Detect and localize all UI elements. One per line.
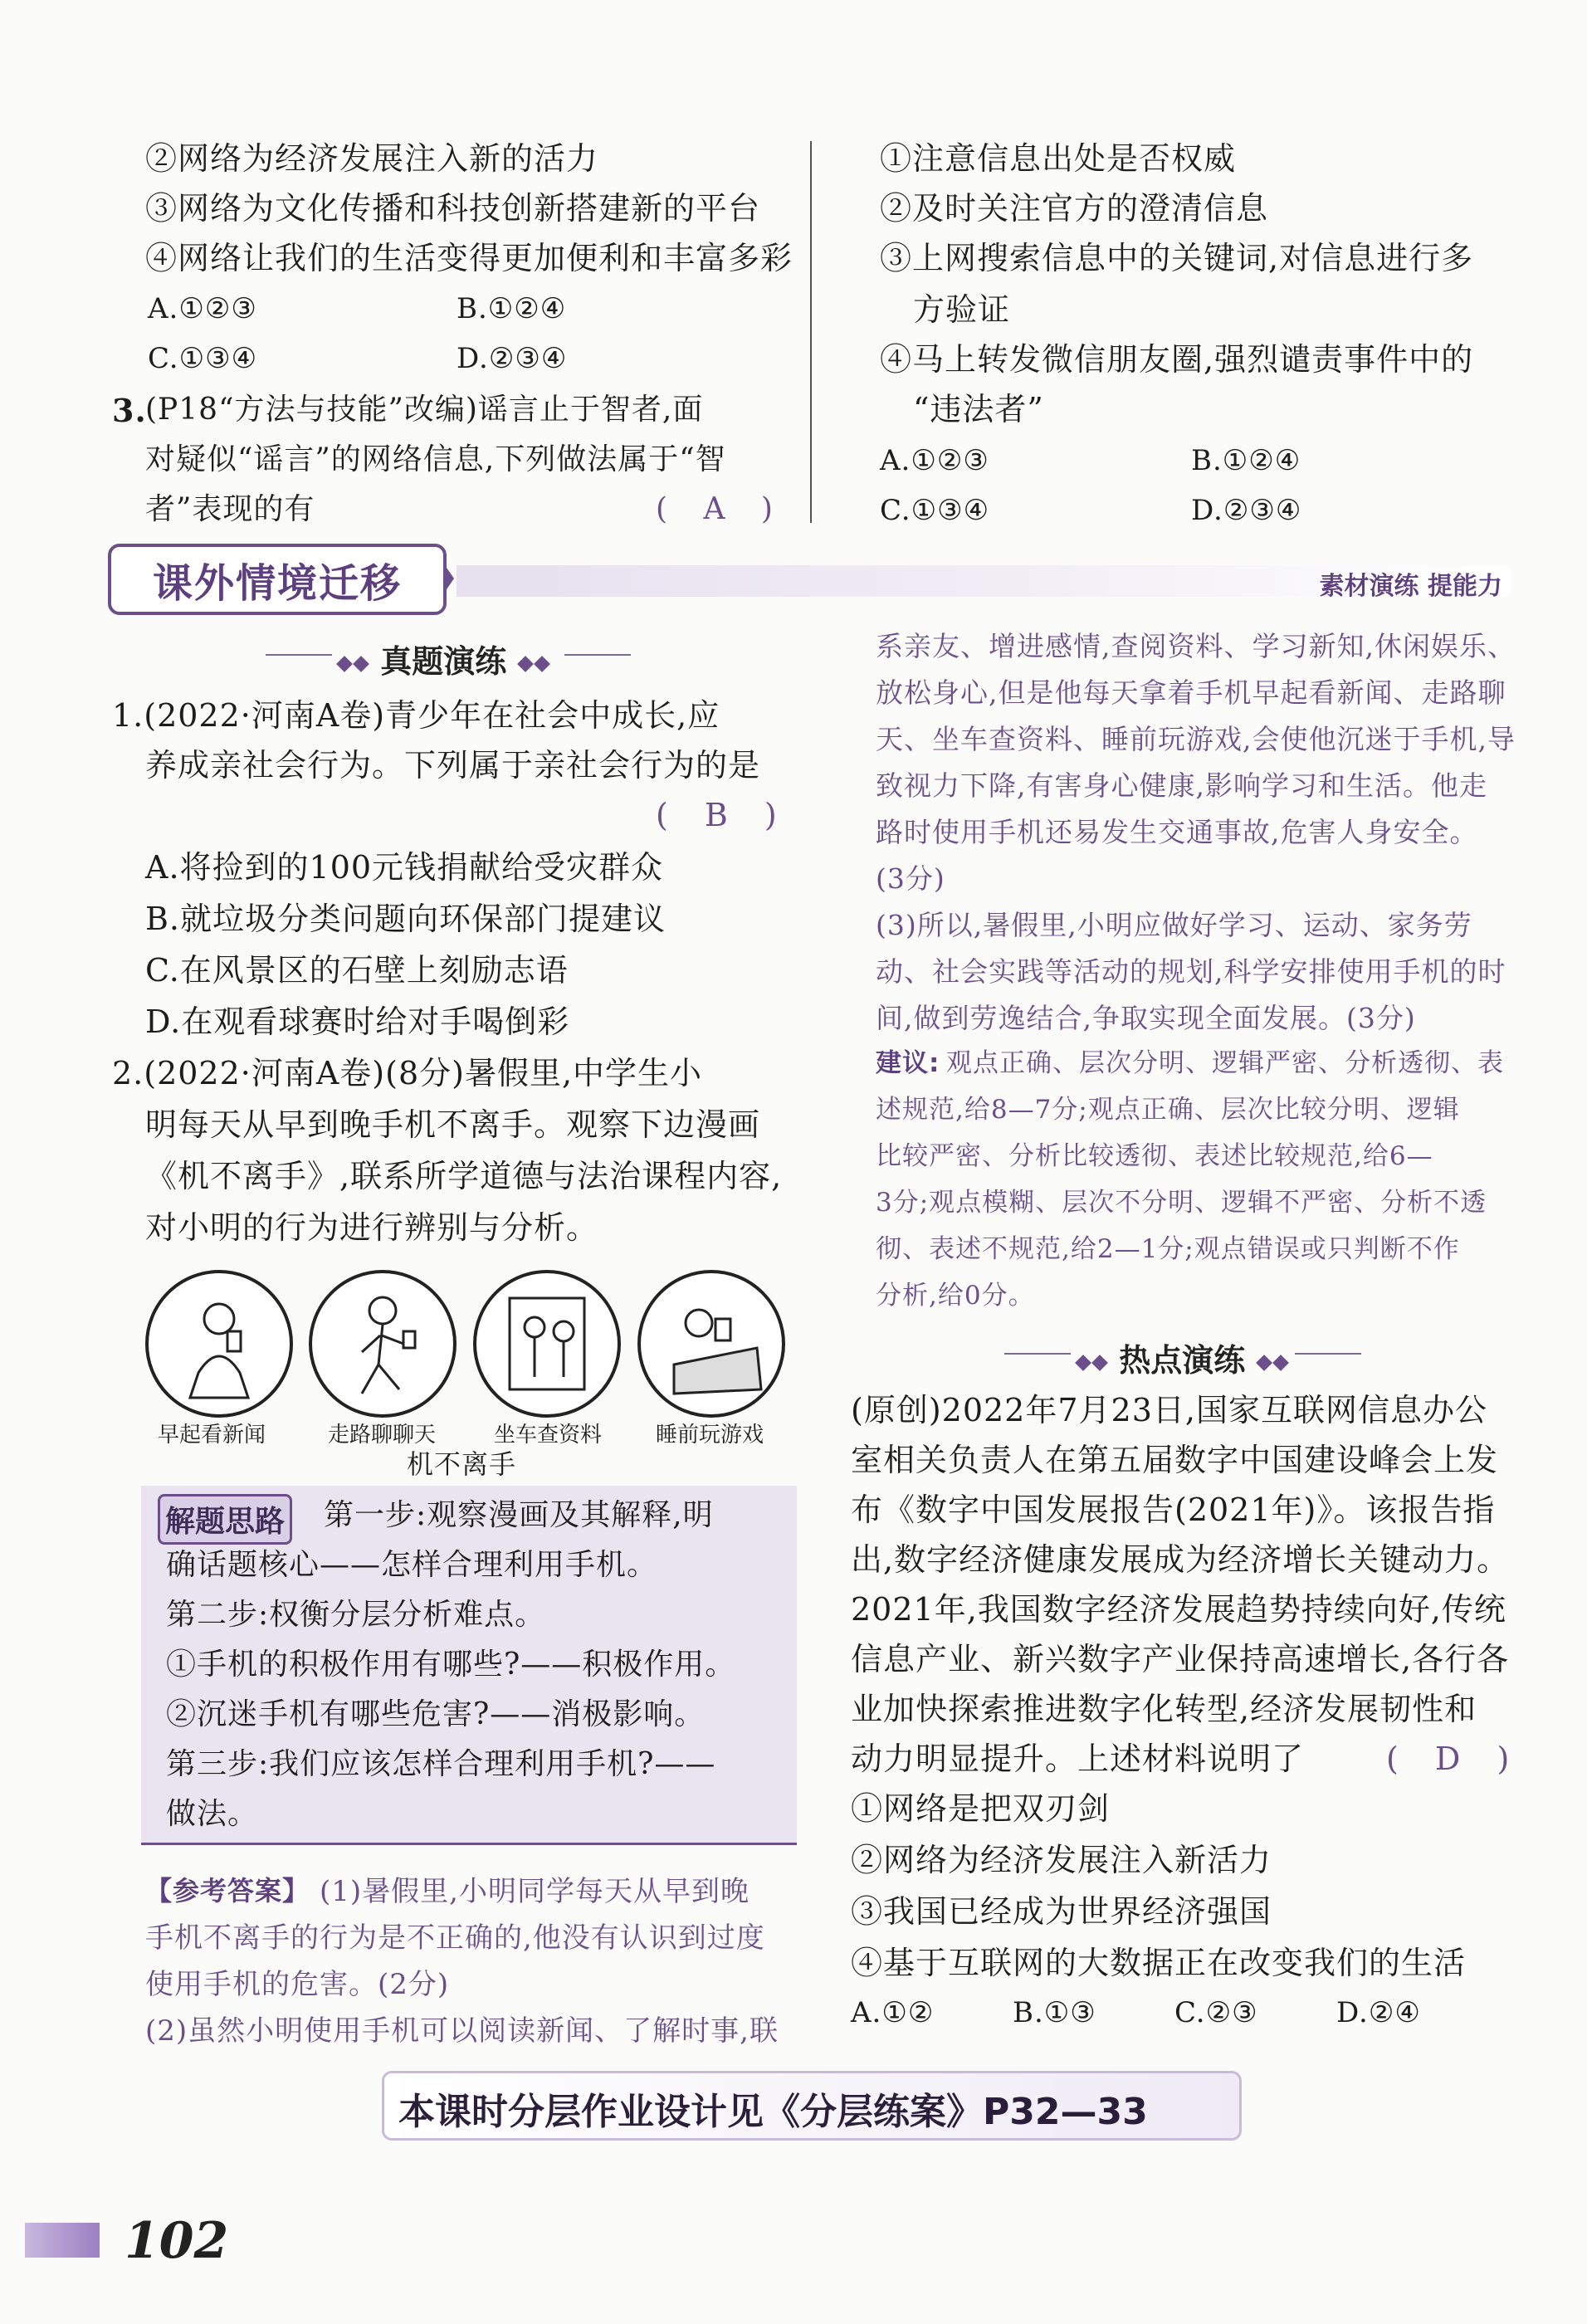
person-reading-icon xyxy=(149,1273,290,1414)
column-divider xyxy=(810,141,812,523)
top-left-option-b: B.①②④ xyxy=(457,292,567,325)
top-left-line-1: ②网络为经济发展注入新的活力 xyxy=(145,140,599,177)
comic-caption-2: 走路聊聊天 xyxy=(328,1423,437,1448)
right-cont-line-2: 放松身心,但是他每天拿着手机早起看新闻、走路聊 xyxy=(876,676,1506,709)
top-right-line-5: ④马上转发微信朋友圈,强烈谴责事件中的 xyxy=(880,341,1474,378)
left-section-rule-right xyxy=(564,654,631,656)
q2-line-4: 对小明的行为进行辨别与分析。 xyxy=(145,1209,599,1246)
hint-line-1: 第一步:观察漫画及其解释,明 xyxy=(324,1498,714,1532)
q1-option-a: A.将捡到的100元钱捐献给受灾群众 xyxy=(145,849,664,886)
answer-tag: 【参考答案】 xyxy=(145,1875,310,1907)
right-cont-line-7: (3)所以,暑假里,小明应做好学习、运动、家务劳 xyxy=(876,909,1472,941)
comic-caption-3: 坐车查资料 xyxy=(494,1423,603,1448)
page-strip xyxy=(25,2223,100,2258)
right-cont-line-8: 动、社会实践等活动的规划,科学安排使用手机的时 xyxy=(876,955,1506,988)
diamond-icon xyxy=(336,656,353,672)
q1-option-c: C.在风景区的石壁上刻励志语 xyxy=(145,952,569,989)
diamond-icon xyxy=(1273,1355,1290,1371)
hot-item-3: ③我国已经成为世界经济强国 xyxy=(851,1893,1272,1930)
comic-morning-news xyxy=(145,1270,293,1418)
q1-line-1: 1.(2022·河南A卷)青少年在社会中成长,应 xyxy=(112,697,720,734)
right-cont-line-9: 间,做到劳逸结合,争取实现全面发展。(3分) xyxy=(876,1002,1416,1034)
comic-bed-game xyxy=(637,1270,785,1418)
top-right-line-3: ③上网搜索信息中的关键词,对信息进行多 xyxy=(880,240,1474,276)
q3-number: 3. xyxy=(112,392,147,429)
q3-line-1: (P18“方法与技能”改编)谣言止于智者,面 xyxy=(145,393,704,427)
comic-caption-4: 睡前玩游戏 xyxy=(656,1423,764,1448)
hot-q-line-5: 2021年,我国数字经济发展趋势持续向好,传统 xyxy=(851,1591,1506,1628)
top-right-line-6: “违法者” xyxy=(913,391,1044,427)
comic-caption-1: 早起看新闻 xyxy=(158,1423,266,1448)
answer-line-2: 手机不离手的行为是不正确的,他没有认识到过度 xyxy=(145,1921,765,1955)
diamond-icon xyxy=(518,656,535,672)
hot-item-2: ②网络为经济发展注入新活力 xyxy=(851,1842,1272,1878)
answer-line-4: (2)虽然小明使用手机可以阅读新闻、了解时事,联 xyxy=(145,2014,779,2048)
page-number: 102 xyxy=(125,2212,229,2270)
right-section-title: 热点演练 xyxy=(1075,1335,1289,1380)
top-right-option-b: B.①②④ xyxy=(1191,444,1301,477)
hot-q-answer: ( D ) xyxy=(1386,1741,1511,1777)
q1-option-d: D.在观看球赛时给对手喝倒彩 xyxy=(145,1003,570,1040)
right-cont-line-3: 天、坐车查资料、睡前玩游戏,会使他沉迷于手机,导 xyxy=(876,723,1516,755)
suggest-line-6: 分析,给0分。 xyxy=(876,1281,1035,1311)
person-on-bus-icon xyxy=(476,1273,618,1414)
suggest-line-4: 3分;观点模糊、层次不分明、逻辑不严密、分析不透 xyxy=(876,1188,1487,1218)
right-cont-line-6: (3分) xyxy=(876,862,945,895)
banner-subtitle: 素材演练 提能力 xyxy=(1319,572,1502,601)
top-right-line-2: ②及时关注官方的澄清信息 xyxy=(880,190,1269,227)
right-section-rule-left xyxy=(1004,1353,1071,1355)
top-left-option-d: D.②③④ xyxy=(457,342,568,375)
hot-q-line-4: 出,数字经济健康发展成为经济增长关键动力。 xyxy=(851,1541,1510,1578)
top-left-option-c: C.①③④ xyxy=(148,342,258,375)
q2-line-3: 《机不离手》,联系所学道德与法治课程内容, xyxy=(145,1158,783,1194)
section-banner xyxy=(108,544,1511,610)
suggest-line-1: 观点正确、层次分明、逻辑严密、分析透彻、表 xyxy=(946,1048,1504,1078)
hot-option-b: B.①③ xyxy=(1013,1996,1096,2029)
hot-option-d: D.②④ xyxy=(1336,1996,1421,2029)
hot-q-line-6: 信息产业、新兴数字产业保持高速增长,各行各 xyxy=(851,1641,1510,1677)
q1-option-b: B.就垃圾分类问题向环保部门提建议 xyxy=(145,901,667,937)
top-right-line-4: 方验证 xyxy=(913,291,1011,328)
hot-item-1: ①网络是把双刃剑 xyxy=(851,1790,1111,1827)
hint-tag: 解题思路 xyxy=(158,1494,292,1545)
hot-item-4: ④基于互联网的大数据正在改变我们的生活 xyxy=(851,1945,1467,1981)
right-section-rule-right xyxy=(1295,1353,1361,1355)
top-right-option-a: A.①②③ xyxy=(880,444,989,477)
q3-line-3: 者”表现的有 xyxy=(145,492,315,526)
suggest-line-2: 述规范,给8—7分;观点正确、层次比较分明、逻辑 xyxy=(876,1095,1460,1125)
hot-option-c: C.②③ xyxy=(1174,1996,1258,2029)
person-in-bed-icon xyxy=(641,1273,782,1414)
q2-line-2: 明每天从早到晚手机不离手。观察下边漫画 xyxy=(145,1106,761,1143)
hot-q-line-3: 布《数字中国发展报告(2021年)》。该报告指 xyxy=(851,1492,1496,1528)
hint-line-3: 第二步:权衡分层分析难点。 xyxy=(166,1598,546,1632)
top-left-line-2: ③网络为文化传播和科技创新搭建新的平台 xyxy=(145,190,761,227)
top-right-line-1: ①注意信息出处是否权威 xyxy=(880,140,1237,177)
q2-line-1: 2.(2022·河南A卷)(8分)暑假里,中学生小 xyxy=(112,1055,703,1091)
top-left-option-a: A.①②③ xyxy=(148,292,257,325)
q1-line-2: 养成亲社会行为。下列属于亲社会行为的是 xyxy=(145,747,761,784)
answer-line-3: 使用手机的危害。(2分) xyxy=(145,1968,450,2001)
right-cont-line-4: 致视力下降,有害身心健康,影响学习和生活。他走 xyxy=(876,769,1487,802)
person-walking-icon xyxy=(312,1273,453,1414)
hot-option-a: A.①② xyxy=(851,1996,935,2029)
top-left-line-3: ④网络让我们的生活变得更加便利和丰富多彩 xyxy=(145,240,794,276)
q3-line-2: 对疑似“谣言”的网络信息,下列做法属于“智 xyxy=(145,442,726,476)
diamond-icon xyxy=(1091,1355,1108,1371)
hint-line-2: 确话题核心——怎样合理利用手机。 xyxy=(166,1548,658,1582)
comic-bus-search xyxy=(473,1270,621,1418)
hot-q-line-1: (原创)2022年7月23日,国家互联网信息办公 xyxy=(851,1392,1487,1428)
left-section-rule-left xyxy=(266,654,332,656)
q3-answer: ( A ) xyxy=(656,492,774,526)
hot-q-line-8: 动力明显提升。上述材料说明了 xyxy=(851,1741,1305,1777)
hot-q-line-7: 业加快探索推进数字化转型,经济发展韧性和 xyxy=(851,1691,1477,1727)
right-cont-line-5: 路时使用手机还易发生交通事故,危害人身安全。 xyxy=(876,816,1478,848)
hint-line-5: ②沉迷手机有哪些危害?——消极影响。 xyxy=(166,1697,706,1731)
left-section-title: 真题演练 xyxy=(336,636,550,681)
top-right-option-c: C.①③④ xyxy=(880,494,990,527)
hint-line-6: 第三步:我们应该怎样合理利用手机?—— xyxy=(166,1747,716,1781)
right-cont-line-1: 系亲友、增进感情,查阅资料、学习新知,休闲娱乐、 xyxy=(876,630,1516,662)
banner-title: 课外情境迁移 xyxy=(108,544,447,615)
hint-line-4: ①手机的积极作用有哪些?——积极作用。 xyxy=(166,1648,736,1682)
hint-line-7: 做法。 xyxy=(166,1797,259,1831)
comic-walking-chat xyxy=(309,1270,457,1418)
suggest-line-5: 彻、表述不规范,给2—1分;观点错误或只判断不作 xyxy=(876,1234,1460,1264)
hot-q-line-2: 室相关负责人在第五届数字中国建设峰会上发 xyxy=(851,1442,1499,1478)
diamond-icon xyxy=(1075,1355,1091,1371)
top-right-option-d: D.②③④ xyxy=(1191,494,1302,527)
q1-answer: ( B ) xyxy=(656,797,778,833)
suggest-tag: 建议: xyxy=(876,1048,940,1078)
answer-line-1: (1)暑假里,小明同学每天从早到晚 xyxy=(320,1875,750,1908)
diamond-icon xyxy=(353,656,369,672)
suggest-line-3: 比较严密、分析比较透彻、表述比较规范,给6— xyxy=(876,1141,1433,1171)
comic-title: 机不离手 xyxy=(407,1448,517,1480)
diamond-icon xyxy=(535,656,551,672)
diamond-icon xyxy=(1257,1355,1273,1371)
footer-text: 本课时分层作业设计见《分层练案》P32—33 xyxy=(398,2091,1148,2133)
